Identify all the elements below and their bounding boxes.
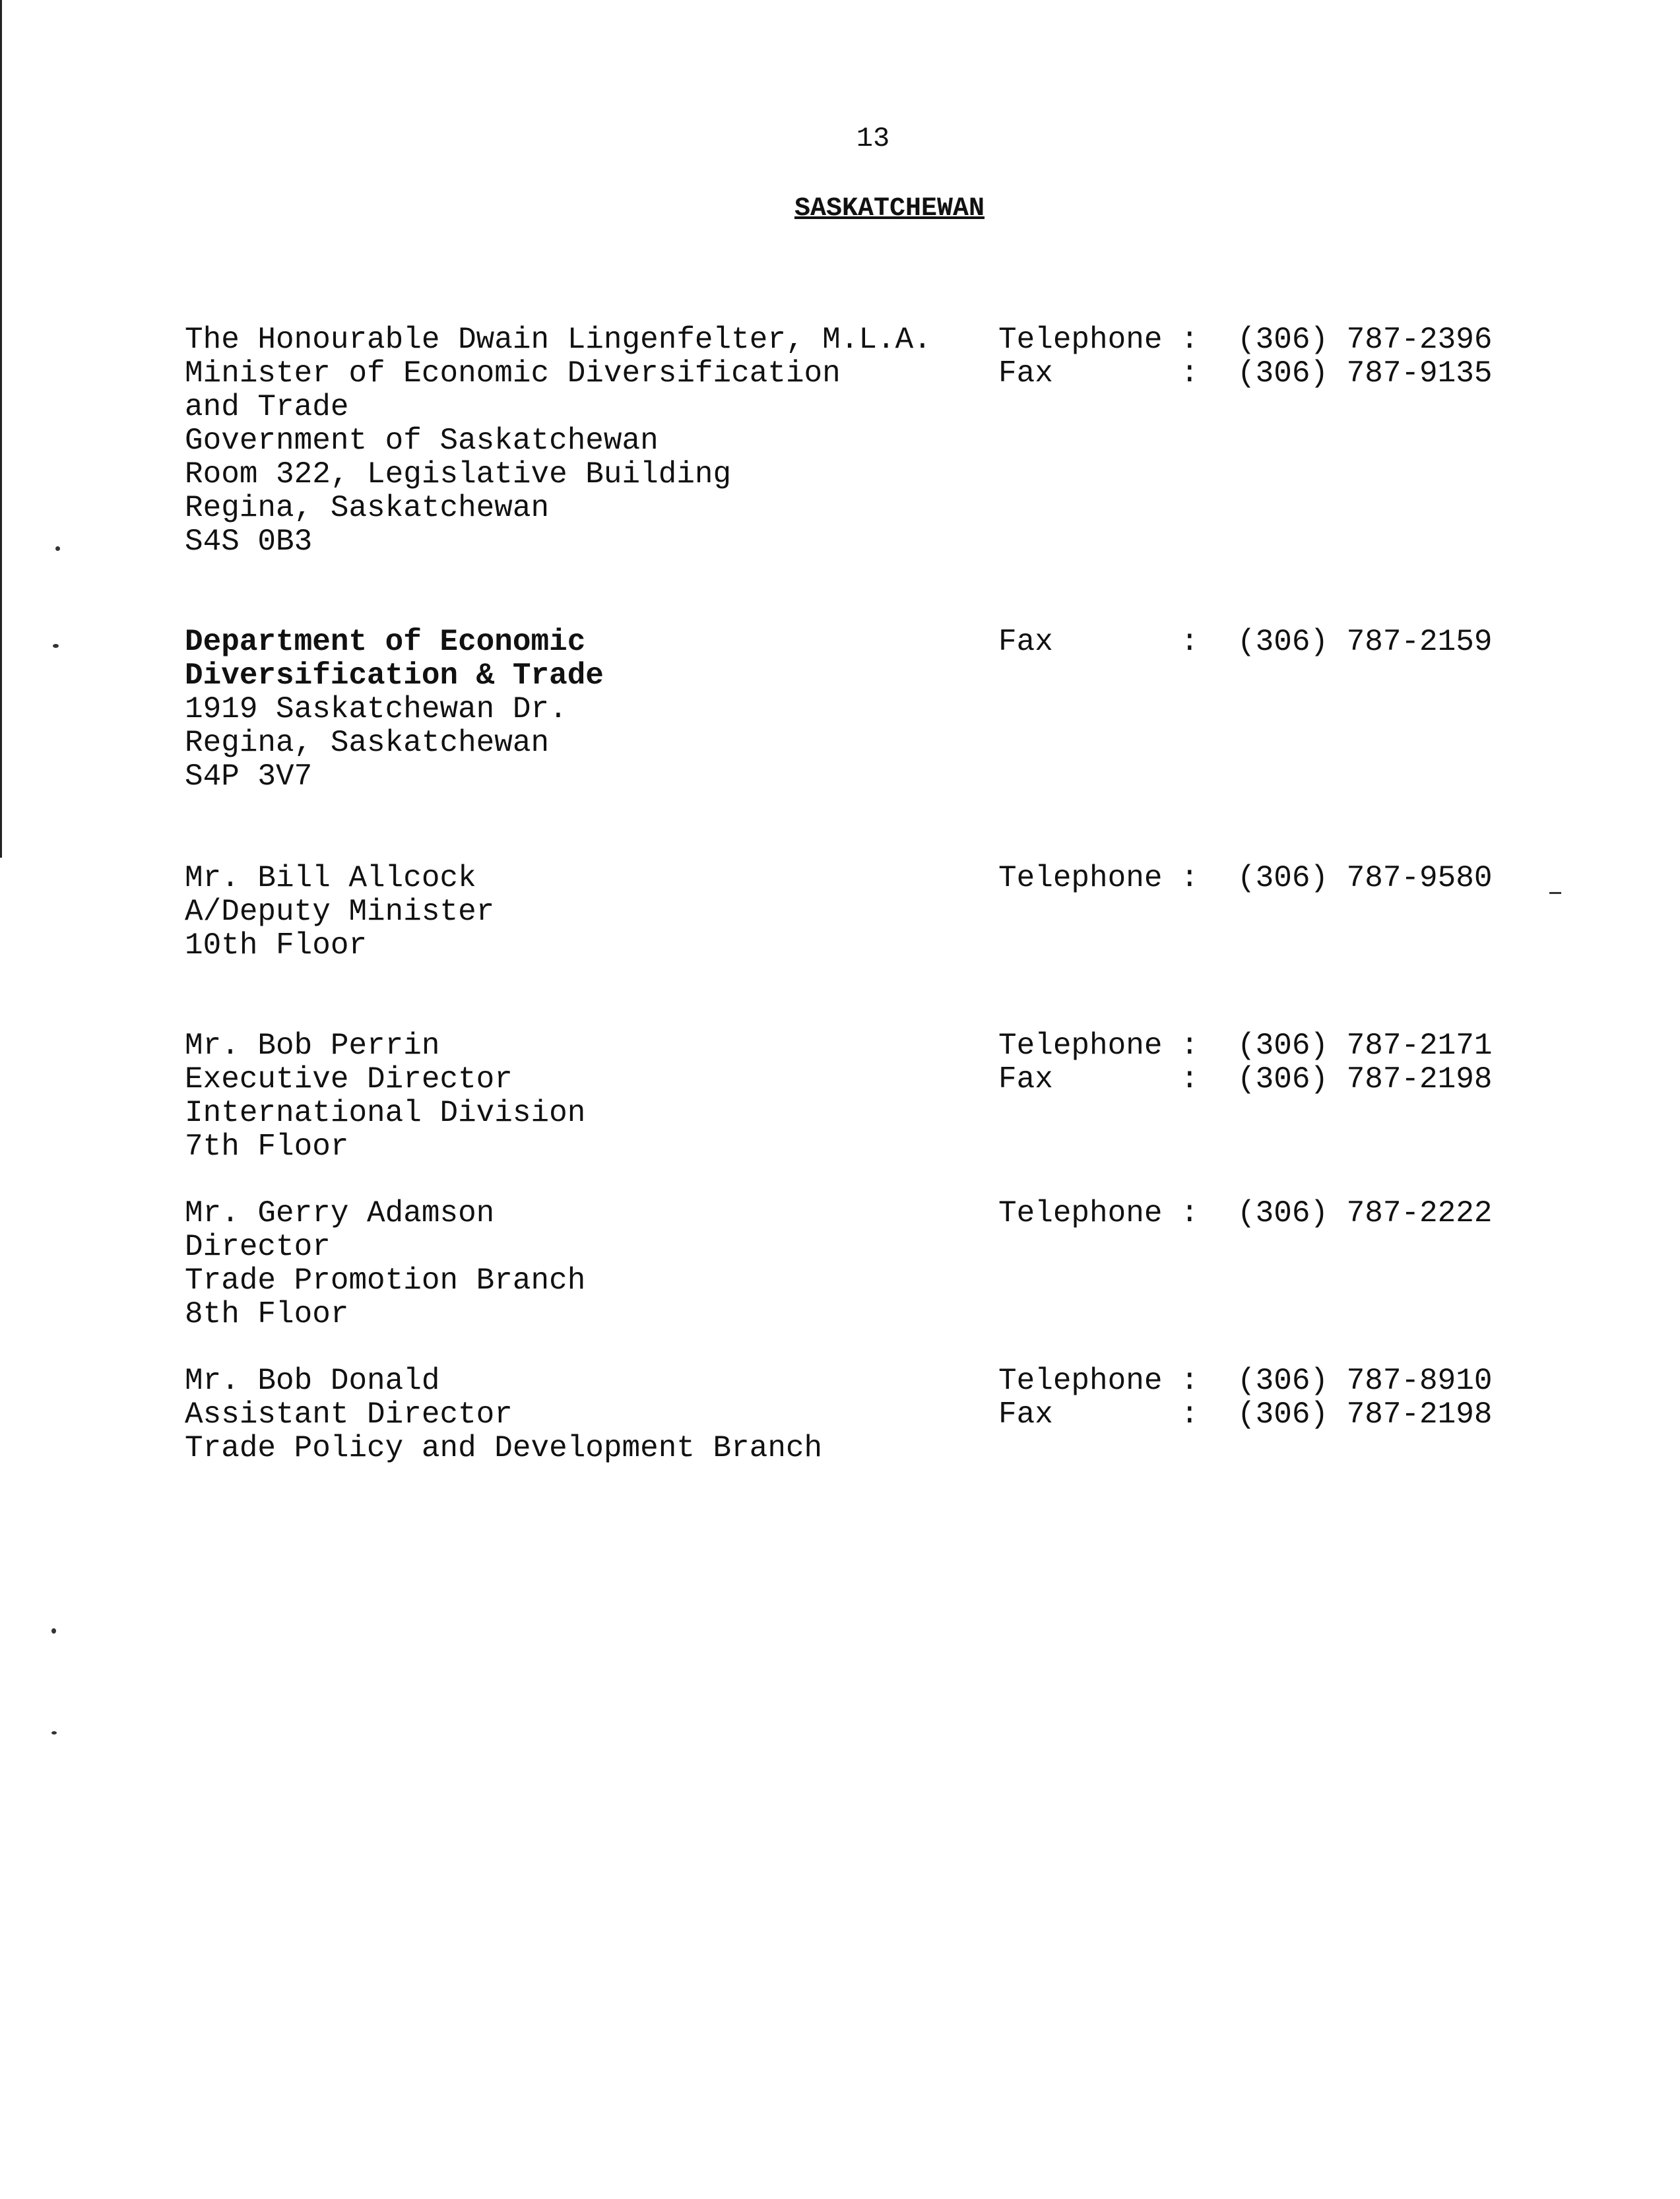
contact-colon: : — [1180, 625, 1199, 659]
entry-city: Regina, Saskatchewan — [185, 726, 550, 760]
entry-floor: 7th Floor — [185, 1130, 349, 1164]
entry-title: Minister of Economic Diversification — [185, 356, 841, 391]
entry-postal-code: S4P 3V7 — [185, 759, 313, 794]
contact-label: Fax — [998, 625, 1053, 659]
entry-address-block — [185, 625, 1010, 794]
entry-name: Mr. Bob Donald — [185, 1364, 440, 1398]
entry-address: 1919 Saskatchewan Dr. — [185, 692, 567, 726]
contact-label: Telephone — [998, 1029, 1163, 1063]
entry-branch: Trade Policy and Development Branch — [185, 1431, 823, 1465]
scan-speck — [51, 1731, 57, 1735]
province-heading: SASKATCHEWAN — [794, 194, 985, 224]
contact-colon: : — [1180, 1397, 1199, 1432]
entry-address-block — [185, 1029, 1010, 1164]
telephone-row — [998, 1197, 1658, 1230]
entry-title: Director — [185, 1230, 331, 1264]
contact-colon: : — [1180, 1029, 1199, 1063]
fax-number: (306) 787-2198 — [1237, 1062, 1493, 1097]
page-number: 13 — [856, 123, 890, 154]
contact-colon: : — [1180, 356, 1199, 391]
contact-label: Telephone — [998, 861, 1163, 895]
entry-name: The Honourable Dwain Lingenfelter, M.L.A. — [185, 323, 932, 357]
entry-name: Mr. Bob Perrin — [185, 1029, 440, 1063]
entry-contacts — [998, 625, 1658, 659]
phone-number: (306) 787-8910 — [1237, 1364, 1493, 1398]
entry-address-block — [185, 1197, 1010, 1331]
telephone-row — [998, 323, 1658, 357]
scan-speck — [53, 644, 59, 648]
entry-floor: 10th Floor — [185, 928, 368, 963]
telephone-row — [998, 1029, 1658, 1063]
contact-label: Fax — [998, 1397, 1053, 1432]
telephone-row — [998, 862, 1658, 895]
department-name-continued: Diversification & Trade — [185, 658, 604, 693]
fax-row — [998, 625, 1658, 659]
entry-division: International Division — [185, 1096, 586, 1130]
contact-label: Fax — [998, 1062, 1053, 1097]
entry-contacts — [998, 1029, 1658, 1097]
phone-number: (306) 787-2171 — [1237, 1029, 1493, 1063]
contact-colon: : — [1180, 1196, 1199, 1230]
entry-contacts — [998, 1197, 1658, 1230]
entry-contacts — [998, 1364, 1658, 1432]
entry-branch: Trade Promotion Branch — [185, 1263, 586, 1298]
telephone-row — [998, 1364, 1658, 1398]
phone-number: (306) 787-2222 — [1237, 1196, 1493, 1230]
scan-speck — [55, 546, 60, 551]
fax-row — [998, 1398, 1658, 1432]
contact-colon: : — [1180, 1364, 1199, 1398]
phone-number: (306) 787-9580 — [1237, 861, 1493, 895]
phone-number: (306) 787-2396 — [1237, 323, 1493, 357]
entry-name: Mr. Bill Allcock — [185, 861, 476, 895]
entry-title: Executive Director — [185, 1062, 513, 1097]
entry-title-continued: and Trade — [185, 390, 349, 424]
entry-address-block — [185, 323, 1010, 559]
fax-row — [998, 357, 1658, 391]
contact-label: Telephone — [998, 1364, 1163, 1398]
entry-title: Assistant Director — [185, 1397, 513, 1432]
contact-colon: : — [1180, 1062, 1199, 1097]
entry-name: Mr. Gerry Adamson — [185, 1196, 495, 1230]
fax-number: (306) 787-2198 — [1237, 1397, 1493, 1432]
entry-postal-code: S4S 0B3 — [185, 525, 313, 559]
contact-label: Telephone — [998, 323, 1163, 357]
scan-speck — [51, 1628, 56, 1634]
scan-speck — [1549, 892, 1561, 894]
department-name: Department of Economic — [185, 625, 586, 659]
entry-address-block — [185, 1364, 1010, 1465]
contact-colon: : — [1180, 861, 1199, 895]
entry-contacts — [998, 323, 1658, 391]
entry-address-block — [185, 862, 1010, 963]
entry-organization: Government of Saskatchewan — [185, 424, 659, 458]
entry-floor: 8th Floor — [185, 1297, 349, 1331]
fax-row — [998, 1063, 1658, 1097]
fax-number: (306) 787-2159 — [1237, 625, 1493, 659]
fax-number: (306) 787-9135 — [1237, 356, 1493, 391]
contact-colon: : — [1180, 323, 1199, 357]
contact-label: Fax — [998, 356, 1053, 391]
entry-title: A/Deputy Minister — [185, 895, 495, 929]
entry-address: Room 322, Legislative Building — [185, 457, 732, 492]
entry-contacts — [998, 862, 1658, 895]
contact-label: Telephone — [998, 1196, 1163, 1230]
entry-city: Regina, Saskatchewan — [185, 491, 550, 525]
